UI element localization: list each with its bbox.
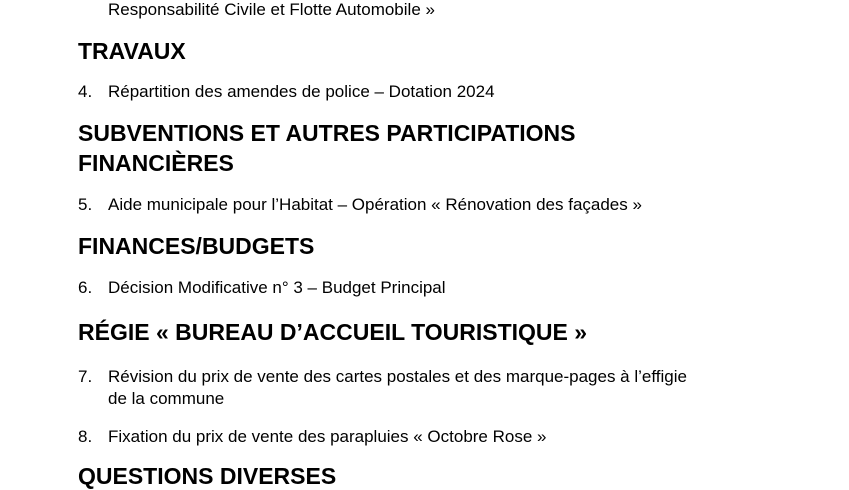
item-text: Décision Modificative n° 3 – Budget Principal xyxy=(108,278,446,297)
item-text: Fixation du prix de vente des parapluies « Octobre Rose » xyxy=(108,427,547,446)
item-text: Répartition des amendes de police – Dotation 2024 xyxy=(108,82,495,101)
item-number: 7. xyxy=(78,367,93,386)
item-text-line1: Révision du prix de vente des cartes postales et des marque-pages à l’effigie xyxy=(108,367,687,386)
section-heading-regie: RÉGIE « BUREAU D’ACCUEIL TOURISTIQUE » xyxy=(78,319,588,345)
section-heading-travaux: TRAVAUX xyxy=(78,38,186,64)
item-number: 6. xyxy=(78,278,93,297)
item-number: 5. xyxy=(78,195,93,214)
section-heading-subventions-line2: FINANCIÈRES xyxy=(78,150,234,176)
item-number: 8. xyxy=(78,427,93,446)
section-heading-questions: QUESTIONS DIVERSES xyxy=(78,463,337,489)
section-heading-subventions-line1: SUBVENTIONS ET AUTRES PARTICIPATIONS xyxy=(78,120,576,146)
section-heading-finances: FINANCES/BUDGETS xyxy=(78,233,315,259)
intro-continuation-text: Responsabilité Civile et Flotte Automobile » xyxy=(108,0,435,19)
item-number: 4. xyxy=(78,82,93,101)
item-text: Aide municipale pour l’Habitat – Opération « Rénovation des façades » xyxy=(108,195,642,214)
item-text-line2: de la commune xyxy=(108,389,225,408)
